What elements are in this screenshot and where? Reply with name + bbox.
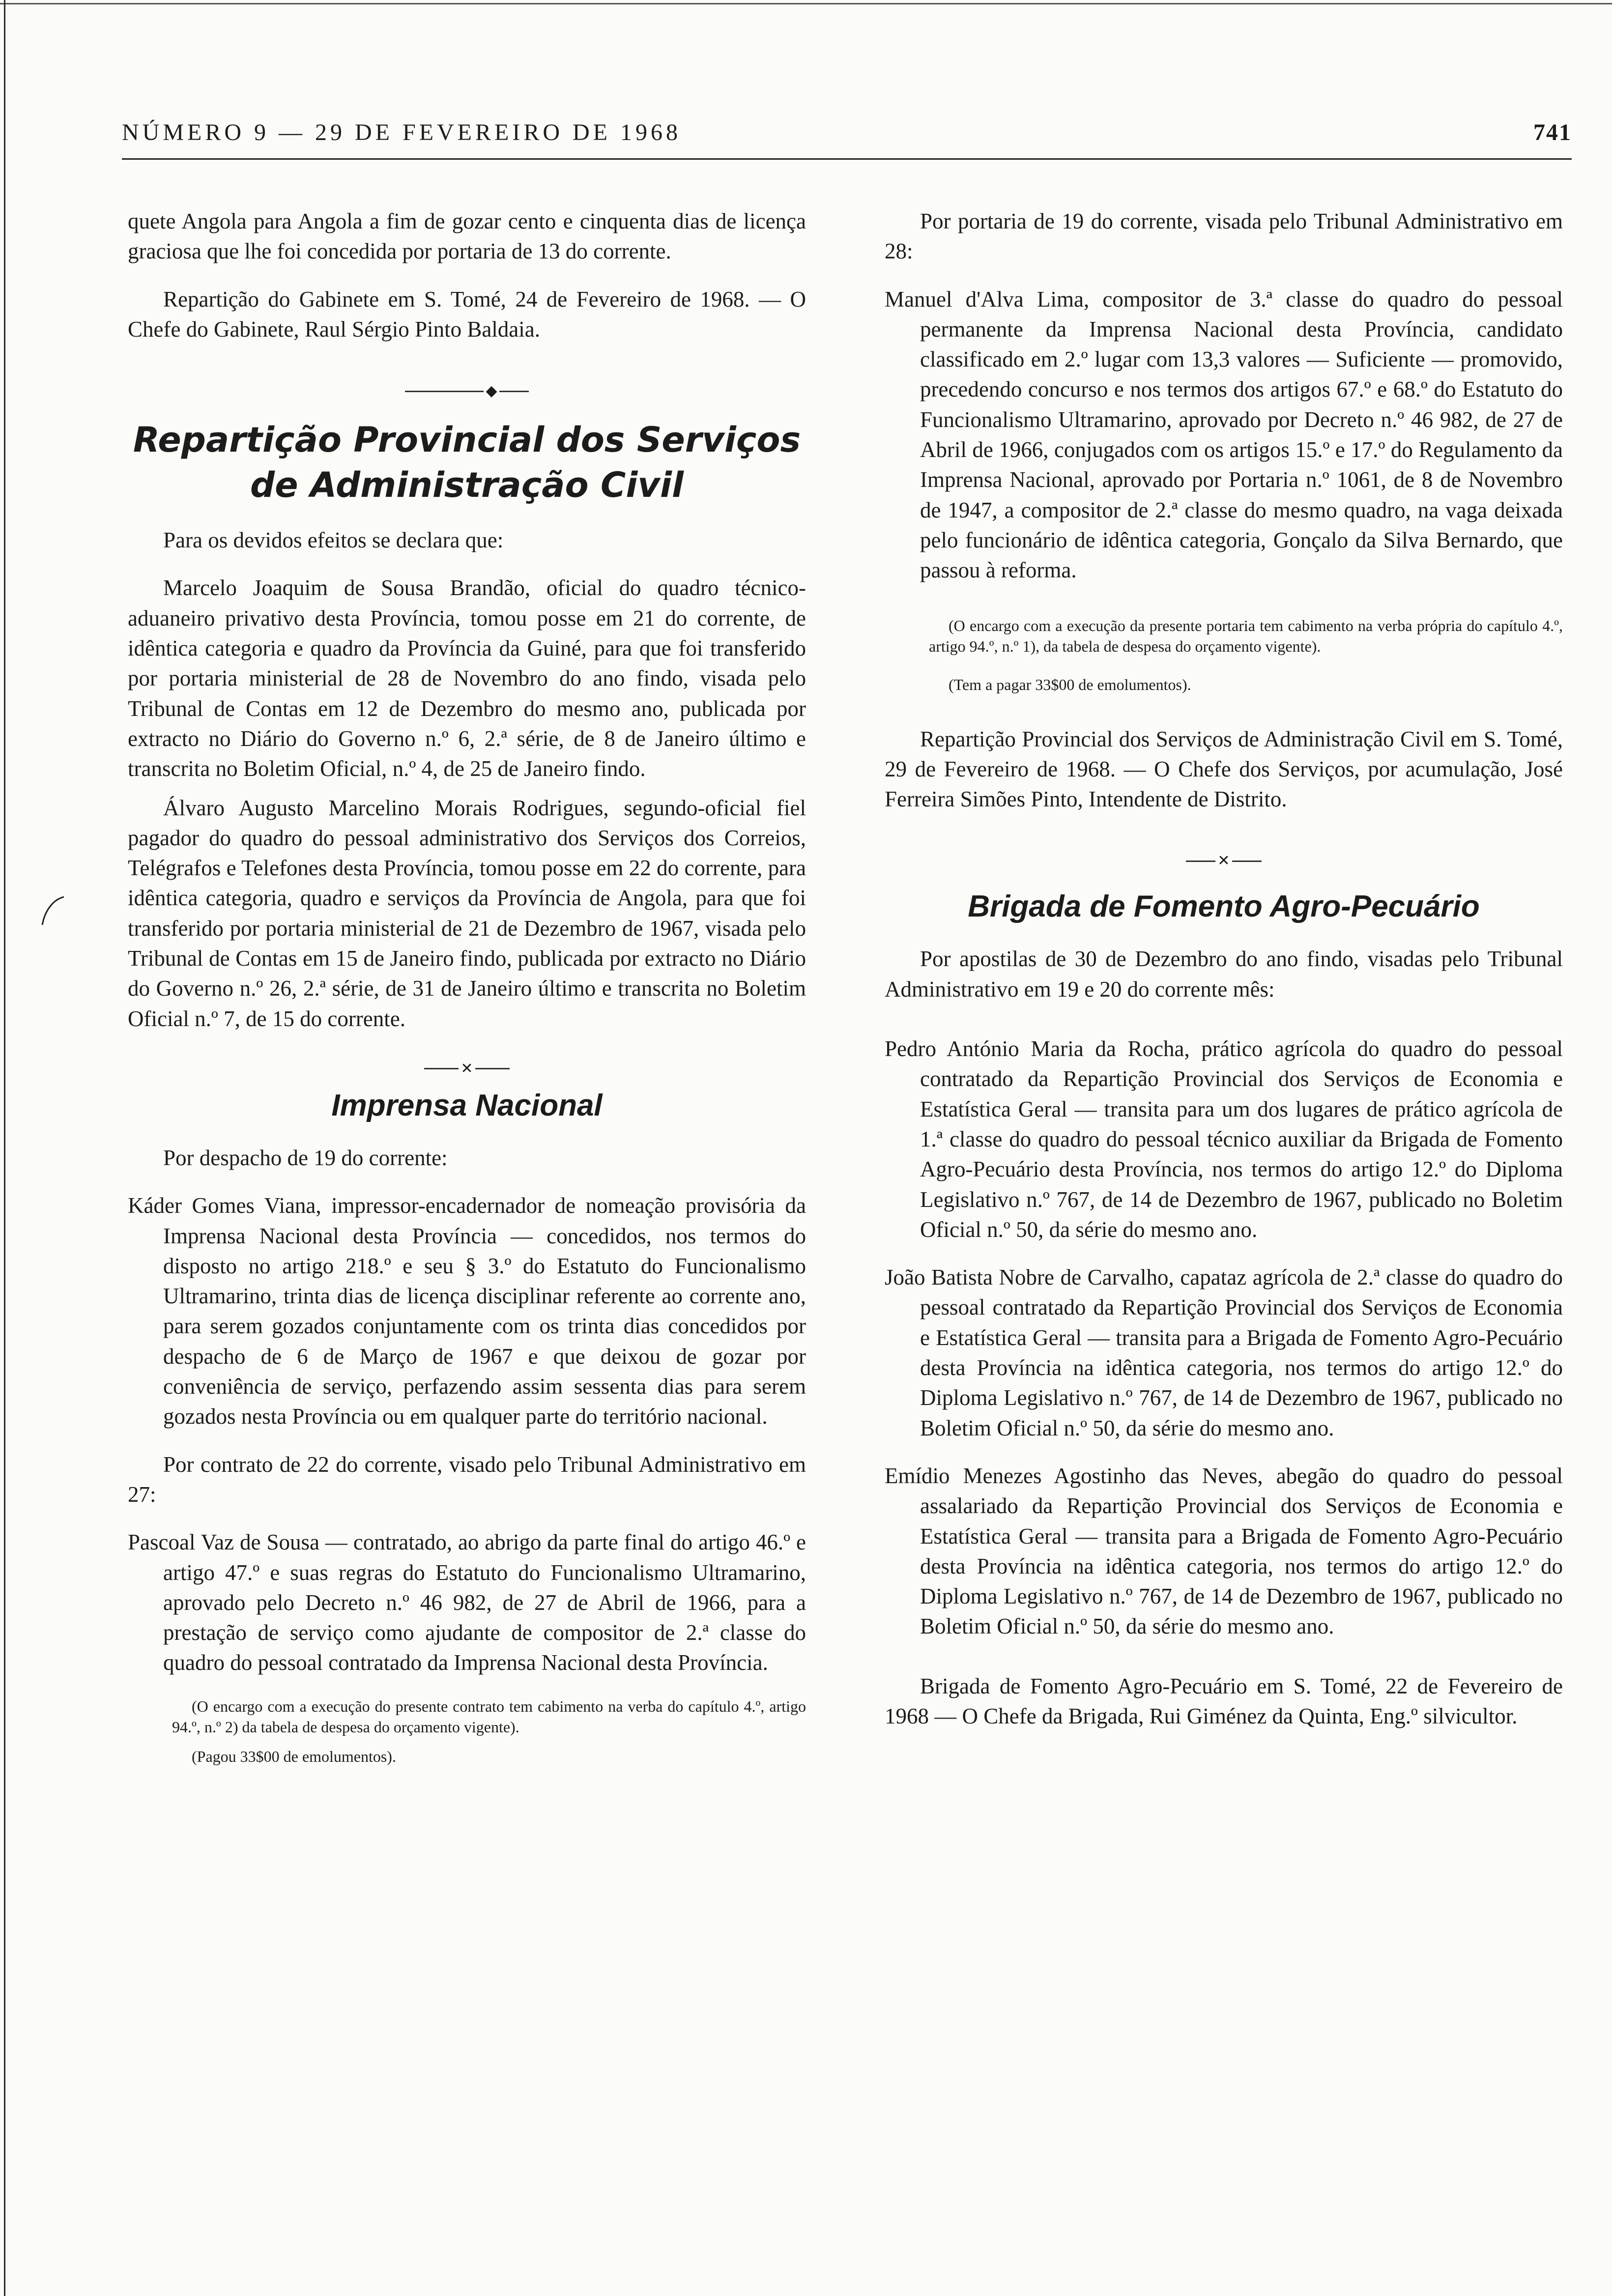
section-lead: Por despacho de 19 do corrente: (163, 1145, 448, 1170)
margin-pen-mark (39, 894, 69, 929)
section-lead: Por portaria de 19 do corrente, visada pelo Tribunal Administrativo em 28: (885, 209, 1563, 264)
entry-manuel-lima: Manuel d'Alva Lima, compositor de 3.ª classe do quadro do pessoal permanente da Imprensa Nacional desta Província, candidato classificado em 2.º lugar com 13,3 valores — Suficiente — promovido, precedendo concurso e nos termos dos artigos 67.º e 68.º do Estatuto do Funcionalismo Ultramarino, aprovado por Decreto n.º 46 982, de 27 de Abril de 1966, conjugados com os artigos 15.º e 17.º do Regulamento da Imprensa Nacional, aprovado por Portaria n.º 1061, de 8 de Novembro de 1947, a compositor de 2.ª classe do mesmo quadro, na vaga deixada pelo funcionário de idêntica categoria, Gonçalo da Silva Bernardo, que passou à reforma. (885, 287, 1563, 583)
section-heading-brigada-fomento: Brigada de Fomento Agro-Pecuário (968, 890, 1480, 924)
entry-marcelo-brandao: Marcelo Joaquim de Sousa Brandão, oficial do quadro técnico-aduaneiro privativo desta Província, tomou posse em 21 do corrente, de idêntica categoria e quadro da Província da Guiné, para que foi transferido por portaria ministerial de 28 de Novembro do ano findo, visada pelo Tribunal de Contas em 12 de Dezembro do mesmo ano, publicada por extracto no Diário do Governo n.º 6, 2.ª série, de 8 de Janeiro último e transcrita no Boletim Oficial, n.º 4, de 25 de Janeiro findo. (128, 575, 806, 781)
section-heading-administracao-civil (128, 417, 806, 508)
section-divider: ◆ (128, 374, 806, 408)
budget-note: (O encargo com a execução do presente contrato tem cabimento na verba do capítulo 4.º, artigo 94.º, n.º 2) da tabela de despesa do orçamento vigente). (172, 1697, 806, 1736)
page-left-edge (4, 0, 5, 2296)
section-divider: ✕ (128, 1052, 806, 1086)
entry-alvaro-rodrigues: Álvaro Augusto Marcelino Morais Rodrigues, segundo-oficial fiel pagador do quadro do pessoal administrativo dos Serviços dos Correios, Telégrafos e Telefones desta Província, tomou posse em 22 do corrente, para idêntica categoria, quadro e serviços da Província de Angola, para que foi transferido por portaria ministerial de 21 de Dezembro de 1967, visada pelo Tribunal de Contas em 15 de Janeiro findo, publicada por extracto no Diário do Governo n.º 26, 2.ª série, de 31 de Janeiro último e transcrita no Boletim Oficial n.º 7, de 15 do corrente. (128, 795, 806, 1031)
page-top-edge (0, 3, 1612, 4)
section-heading-imprensa-nacional: Imprensa Nacional (331, 1088, 603, 1122)
brigada-signature: Brigada de Fomento Agro-Pecuário em S. Tomé, 22 de Fevereiro de 1968 — O Chefe da Brigada, Rui Giménez da Quinta, Eng.º silvicultor. (885, 1673, 1563, 1728)
left-column (128, 206, 806, 2261)
entry-pedro-rocha: Pedro António Maria da Rocha, prático agrícola do quadro do pessoal contratado da Repartição Provincial dos Serviços de Economia e Estatística Geral — transita para um dos lugares de prático agrícola de 1.ª classe do quadro do pessoal técnico auxiliar da Brigada de Fomento Agro-Pecuário desta Província, nos termos do artigo 12.º do Diploma Legislativo n.º 767, de 14 de Dezembro de 1967, publicado no Boletim Oficial n.º 50, da série do mesmo ano. (885, 1036, 1563, 1242)
administracao-civil-signature: Repartição Provincial dos Serviços de Administração Civil em S. Tomé, 29 de Fevereiro de 1968. — O Chefe dos Serviços, por acumulação, José Ferreira Simões Pinto, Intendente de Distrito. (885, 726, 1563, 812)
intro-paragraph: quete Angola para Angola a fim de gozar cento e cinquenta dias de licença graciosa que lhe foi concedida por portaria de 13 do corrente. (128, 209, 806, 264)
right-column (885, 206, 1563, 2261)
entry-emidio-neves: Emídio Menezes Agostinho das Neves, abegão do quadro do pessoal assalariado da Repartição Provincial dos Serviços de Economia e Estatística Geral — transita para a Brigada de Fomento Agro-Pecuário desta Província na idêntica categoria, nos termos do artigo 12.º do Diploma Legislativo n.º 767, de 14 de Dezembro de 1967, publicado no Boletim Oficial n.º 50, da série do mesmo ano. (885, 1463, 1563, 1639)
running-header (122, 112, 1572, 156)
section-divider: ✕ (885, 844, 1563, 878)
issue-title: NÚMERO 9 — 29 DE FEVEREIRO DE 1968 (122, 119, 681, 145)
entry-kader-viana: Káder Gomes Viana, impressor-encadernador de nomeação provisória da Imprensa Nacional desta Província — concedidos, nos termos do disposto no artigo 218.º e seu § 3.º do Estatuto do Funcionalismo Ultramarino, trinta dias de licença disciplinar referente ao corrente ano, para serem gozados conjuntamente com os trinta dias concedidos por despacho de 6 de Março de 1967 e que deixou de gozar por conveniência de serviço, perfazendo assim sessenta dias para serem gozados nesta Província ou em qualquer parte do território nacional. (128, 1193, 806, 1429)
heading-line-2: de Administração Civil (250, 465, 684, 506)
entry-joao-carvalho: João Batista Nobre de Carvalho, capataz agrícola de 2.ª classe do quadro do pessoal contratado da Repartição Provincial dos Serviços de Economia e Estatística Geral — transita para a Brigada de Fomento Agro-Pecuário desta Província na idêntica categoria, nos termos do artigo 12.º do Diploma Legislativo n.º 767, de 14 de Dezembro de 1967, publicado no Boletim Oficial n.º 50, da série do mesmo ano. (885, 1265, 1563, 1440)
fees-note: (Tem a pagar 33$00 de emolumentos). (949, 675, 1191, 693)
header-rule (122, 158, 1572, 160)
section-lead: Por apostilas de 30 de Dezembro do ano findo, visadas pelo Tribunal Administrativo em 19 e 20 do corrente mês: (885, 947, 1563, 1002)
budget-note: (O encargo com a execução da presente portaria tem cabimento na verba própria do capítulo 4.º, artigo 94.º, n.º 1), da tabela de despesa do orçamento vigente). (929, 616, 1563, 655)
fees-note: (Pagou 33$00 de emolumentos). (192, 1747, 396, 1765)
section-lead: Por contrato de 22 do corrente, visado pelo Tribunal Administrativo em 27: (128, 1452, 806, 1507)
section-lead: Para os devidos efeitos se declara que: (163, 528, 504, 553)
gabinete-signature: Repartição do Gabinete em S. Tomé, 24 de Fevereiro de 1968. — O Chefe do Gabinete, Raul Sérgio Pinto Baldaia. (128, 287, 806, 342)
page-number: 741 (1533, 119, 1572, 145)
heading-line-1: Repartição Provincial dos Serviços (133, 420, 801, 460)
entry-pascoal-sousa: Pascoal Vaz de Sousa — contratado, ao abrigo da parte final do artigo 46.º e artigo 47.º e suas regras do Estatuto do Funcionalismo Ultramarino, aprovado pelo Decreto n.º 46 982, de 27 de Abril de 1966, para a prestação de serviço como ajudante de compositor de 2.ª classe do quadro do pessoal contratado da Imprensa Nacional desta Província. (128, 1530, 806, 1675)
